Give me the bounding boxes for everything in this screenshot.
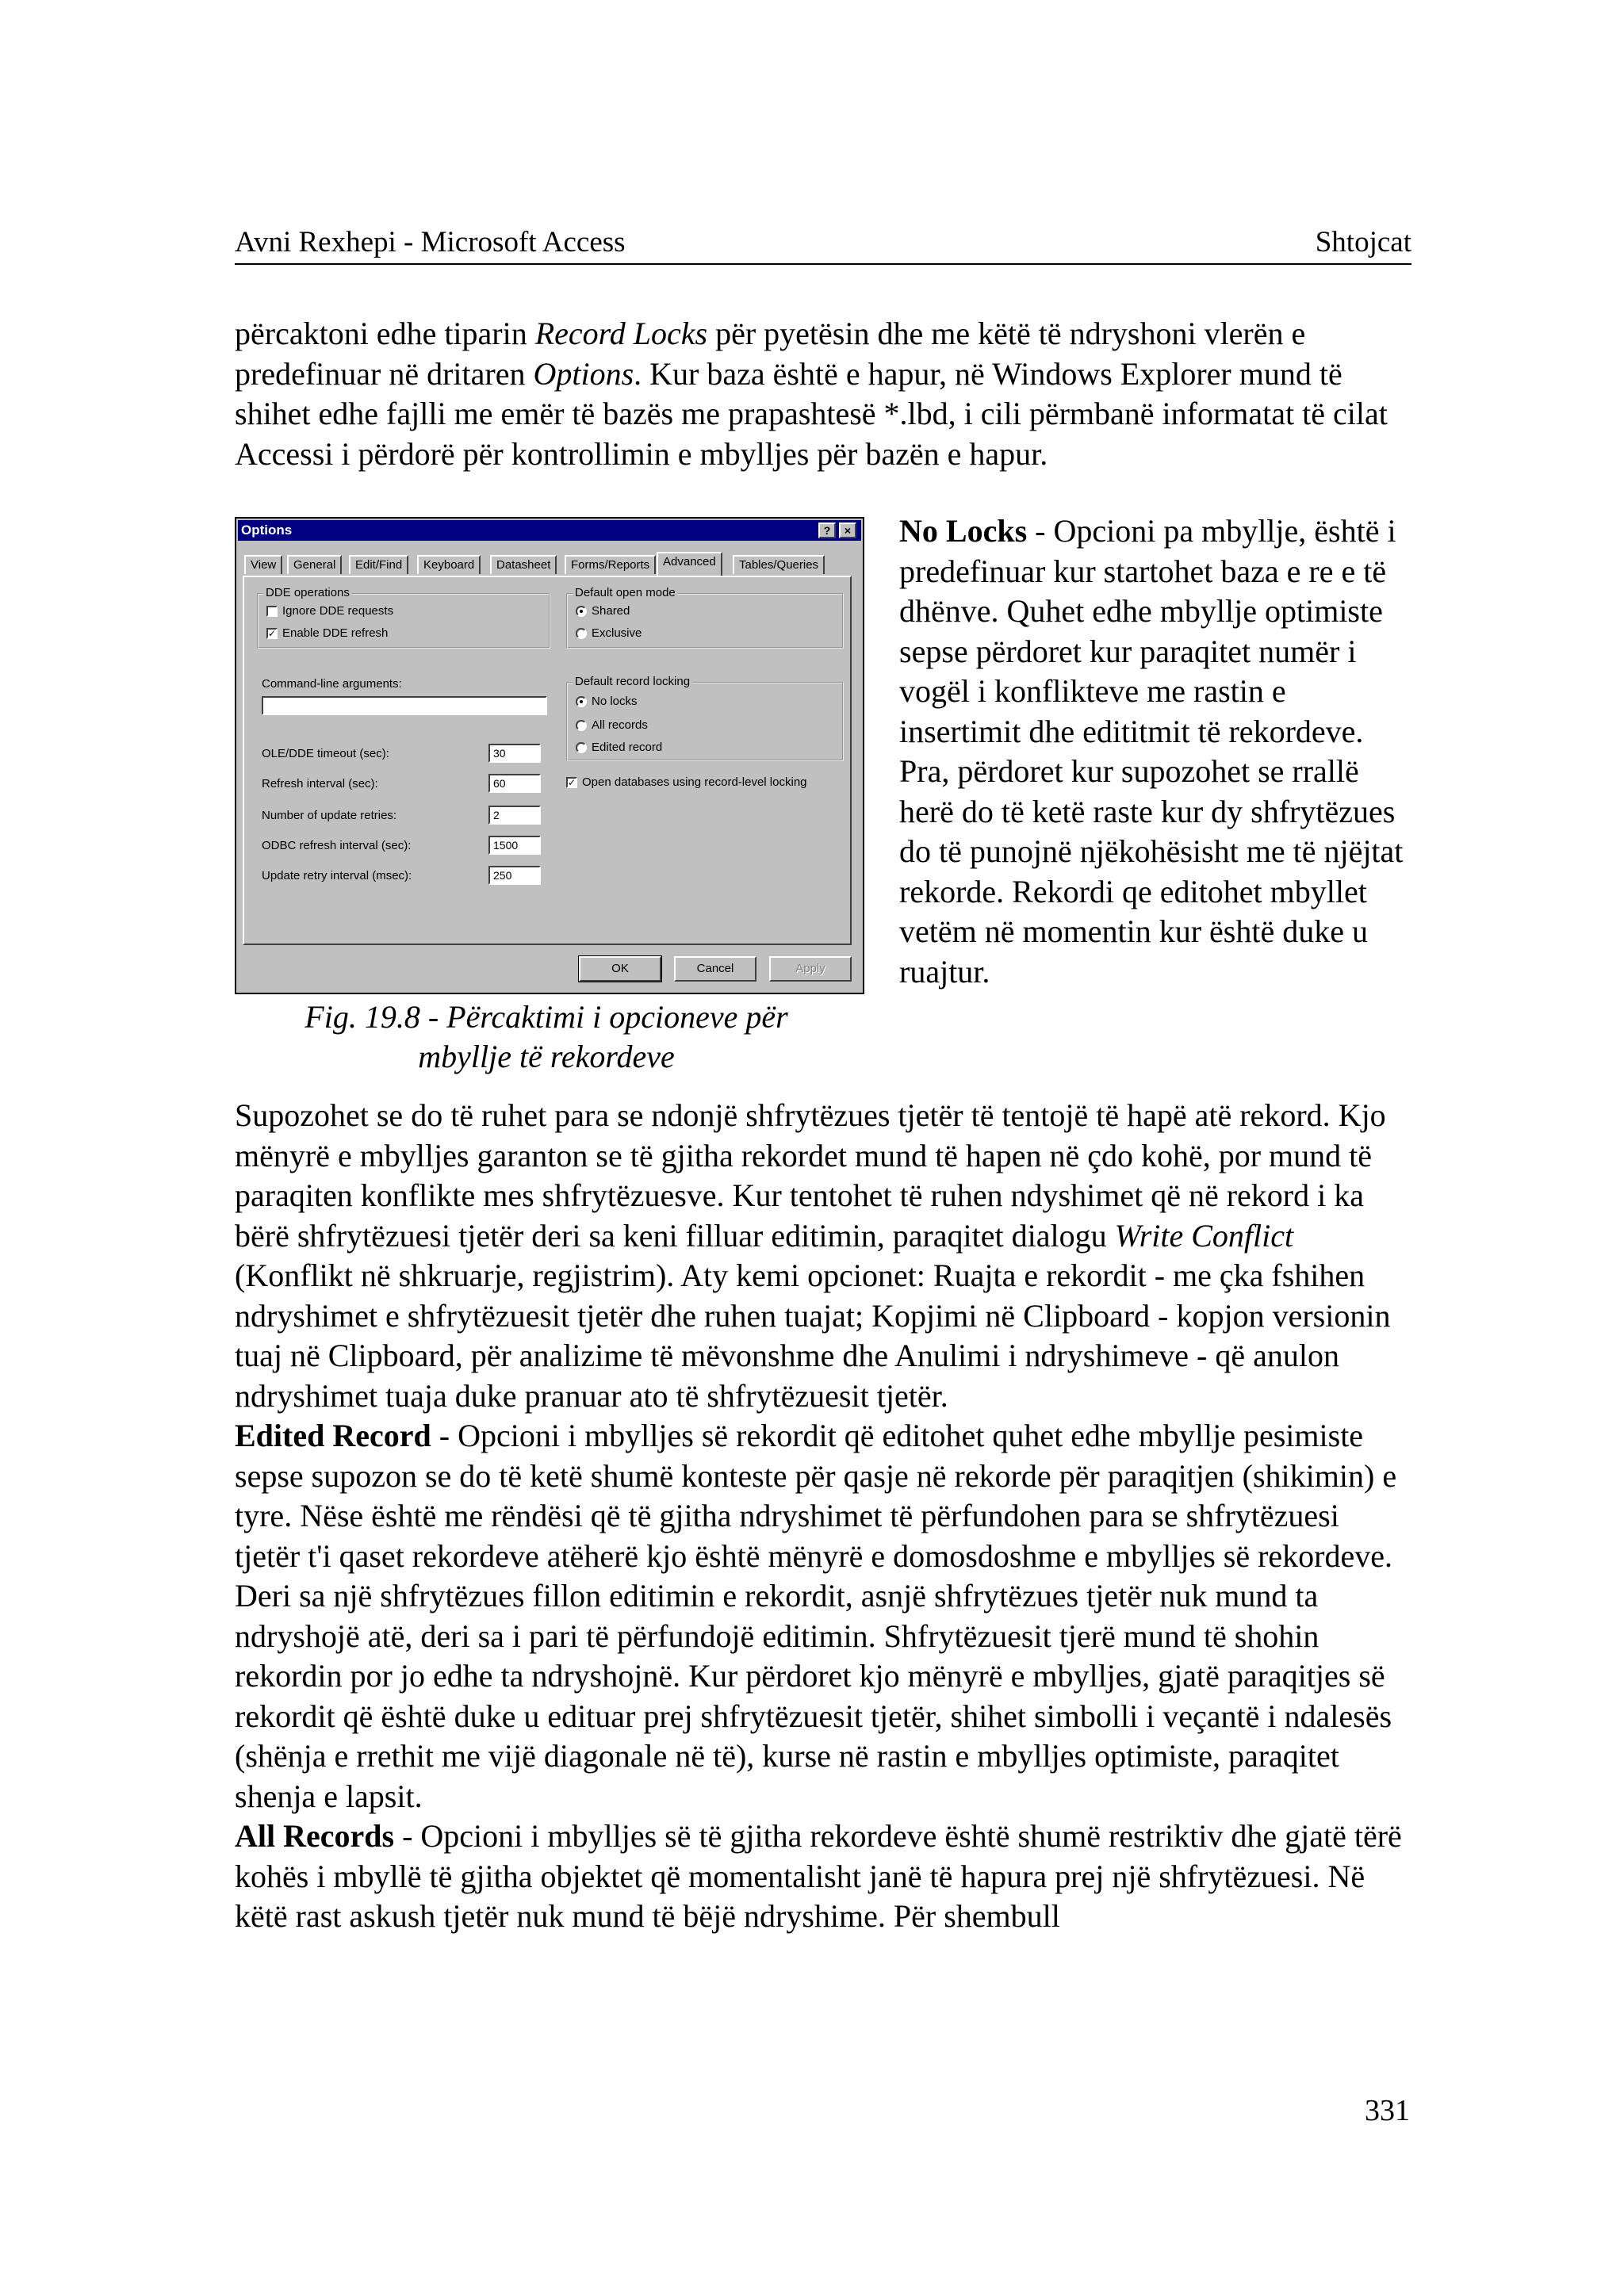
tab-keyboard[interactable]: Keyboard: [417, 555, 481, 574]
tab-datasheet[interactable]: Datasheet: [490, 555, 557, 574]
update-retries-input[interactable]: 2: [488, 806, 541, 825]
no-locks-radio[interactable]: [576, 695, 638, 708]
ignore-dde-label: Ignore DDE requests: [282, 604, 394, 618]
record-level-locking-checkbox[interactable]: [566, 775, 807, 789]
close-button[interactable]: ×: [839, 523, 856, 538]
intro-text-2: për pyetësin dhe me këtë të ndryshoni vlerën e predefinuar në dritaren: [235, 316, 1306, 392]
caption-line-2: mbyllje të rekordeve: [418, 1039, 675, 1074]
body-text: [235, 1096, 1411, 1937]
dde-operations-group: [257, 586, 550, 649]
exclusive-label: Exclusive: [592, 626, 642, 640]
odbc-refresh-label: ODBC refresh interval (sec):: [262, 839, 412, 852]
enable-dde-refresh-box[interactable]: ✓: [268, 627, 277, 639]
tab-advanced[interactable]: Advanced: [657, 552, 722, 576]
update-retry-interval-input[interactable]: 250: [488, 866, 541, 885]
intro-italic-options: Options: [533, 355, 634, 392]
shared-label: Shared: [592, 604, 630, 618]
refresh-interval-input[interactable]: 60: [488, 774, 541, 793]
default-record-locking-legend: Default record locking: [573, 675, 692, 688]
command-line-input[interactable]: [262, 696, 547, 715]
record-level-locking-box[interactable]: ✓: [568, 776, 576, 788]
ignore-dde-checkbox[interactable]: [266, 604, 393, 618]
intro-text-3: . Kur baza është e hapur, në Windows Explorer mund të shihet edhe fajlli me emër të bazës me prapashtesë *.lbd, i cili përmbanë informatat të cilat Accessi i përdorë për kontrollimin e mbylljes për bazën e hapur.: [235, 355, 1388, 472]
default-open-mode-group: [566, 586, 844, 649]
all-records-radio-dot[interactable]: [576, 720, 587, 731]
caption-line-1: Fig. 19.8 - Përcaktimi i opcioneve për: [304, 999, 788, 1035]
body1-italic-write-conflict: Write Conflict: [1114, 1217, 1294, 1254]
command-line-label: Command-line arguments:: [262, 677, 402, 691]
options-dialog: [235, 517, 864, 994]
all-records-paragraph: [235, 1816, 1411, 1937]
intro-paragraph: [235, 314, 1411, 474]
header-section: Shtojcat: [1315, 226, 1411, 258]
edited-record-radio-dot[interactable]: [576, 742, 587, 753]
enable-dde-refresh-checkbox[interactable]: [266, 626, 388, 640]
exclusive-radio-dot[interactable]: [576, 628, 587, 639]
shared-radio[interactable]: [576, 604, 630, 618]
page-header: [235, 220, 1411, 265]
all-records-text: - Opcioni i mbylljes së të gjitha rekordeve është shumë restriktiv dhe gjatë tërë kohës i mbyllë të gjitha objektet që momentalisht janë të hapura prej një shfrytëzuesi. Në këtë rast askush tjetër nuk mund të bëjë ndryshime. Për shembull: [235, 1818, 1402, 1934]
edited-record-paragraph: [235, 1416, 1411, 1816]
no-locks-term: No Locks: [899, 513, 1028, 549]
no-locks-text: - Opcioni pa mbyllje, është i predefinuar kur startohet baza e re e të dhënve. Quhet edhe mbyllje optimiste sepse përdoret kur paraqitet numër i vogël i konflikteve me rastin e insertimit dhe edititmit të rekordeve. Pra, përdoret kur supozohet se rrallë herë do të ketë raste kur dy shfrytëzues do të punojnë njëkohësisht me të njëjtat rekorde. Rekordi qe editohet mbyllet vetëm në momentin kur është duke u ruajtur.: [899, 513, 1404, 990]
all-records-label: All records: [592, 718, 648, 732]
tab-forms-reports[interactable]: Forms/Reports: [565, 555, 656, 574]
page-number: 331: [1365, 2094, 1410, 2127]
update-retry-interval-label: Update retry interval (msec):: [262, 869, 412, 882]
body1-text-1: Supozohet se do të ruhet para se ndonjë shfrytëzues tjetër të tentojë të hapë atë rekord. Kjo mënyrë e mbylljes garanton se të gjitha rekordet mund të hapen në çdo kohë, por mund të paraqiten konflikte mes shfrytëzuesve. Kur tentohet të ruhen ndyshimet që në rekord i ka bërë shfrytëzuesi tjetër deri sa keni filluar editimin, paraqitet dialogu: [235, 1097, 1386, 1254]
body1-text-2: (Konflikt në shkruarje, regjistrim). Aty kemi opcionet: Ruajta e rekordit - me çka fshihen ndryshimet e shfrytëzuesit tjetër dhe ruhen tuajat; Kopjimi në Clipboard - kopjon versionin tuaj në Clipboard, për analizime të mëvonshme dhe Anulimi i ndryshimeve - që anulon ndryshimet tuaja duke pranuar ato të shfrytëzuesit tjetër.: [235, 1258, 1391, 1414]
no-locks-paragraph: [899, 511, 1411, 992]
write-conflict-paragraph: [235, 1096, 1411, 1416]
ole-dde-timeout-input[interactable]: 30: [488, 744, 541, 763]
figure-caption: [235, 997, 858, 1077]
dde-operations-legend: DDE operations: [263, 586, 352, 599]
intro-text-1: përcaktoni edhe tiparin: [235, 316, 535, 351]
tab-edit-find[interactable]: Edit/Find: [349, 555, 408, 574]
intro-italic-record-locks: Record Locks: [534, 316, 708, 351]
tab-view[interactable]: View: [244, 555, 282, 574]
all-records-radio[interactable]: [576, 718, 648, 732]
all-records-term: All Records: [235, 1818, 395, 1854]
exclusive-radio[interactable]: [576, 626, 642, 640]
edited-record-text: - Opcioni i mbylljes së rekordit që editohet quhet edhe mbyllje pesimiste sepse supozon se do të ketë shumë konteste për qasje në rekorde për paraqitjen (shikimin) e tyre. Nëse është me rëndësi që të gjitha ndryshimet të përfundohen para se shfrytëzuesi tjetër t'i qaset rekordeve atëherë kjo është mënyrë e domosdoshme e mbylljes së rekordeve. Deri sa një shfrytëzues fillon editimin e rekordit, asnjë shfrytëzues tjetër nuk mund ta ndryshojë atë, deri sa i pari të përfundojë editimin. Shfrytëzuesit tjerë mund të shohin rekordin por jo edhe ta ndryshojnë. Kur përdoret kjo mënyrë e mbylljes, gjatë paraqitjes së rekordit që është duke u edituar prej shfrytëzuesit tjetër, shihet simbolli i veçantë i ndalesës (shënja e rrethit me vijë diagonale në të), kurse në rastin e mbylljes optimiste, paraqitet shenja e lapsit.: [235, 1418, 1397, 1814]
edited-record-radio[interactable]: [576, 741, 662, 754]
shared-radio-dot[interactable]: [576, 606, 587, 617]
enable-dde-refresh-label: Enable DDE refresh: [282, 626, 389, 640]
odbc-refresh-input[interactable]: 1500: [488, 836, 541, 855]
cancel-button[interactable]: Cancel: [674, 956, 756, 982]
dialog-titlebar: [238, 520, 861, 541]
refresh-interval-label: Refresh interval (sec):: [262, 777, 378, 790]
record-level-locking-label: Open databases using record-level locking: [582, 775, 807, 789]
no-locks-label: No locks: [592, 695, 638, 708]
ole-dde-timeout-label: OLE/DDE timeout (sec):: [262, 747, 389, 760]
header-author-title: Avni Rexhepi - Microsoft Access: [235, 226, 626, 258]
tab-general[interactable]: General: [287, 555, 342, 574]
ok-button[interactable]: OK: [579, 956, 661, 982]
default-open-mode-legend: Default open mode: [573, 586, 678, 599]
apply-button[interactable]: Apply: [769, 956, 852, 982]
advanced-panel: [243, 576, 852, 945]
ignore-dde-box[interactable]: [266, 606, 278, 617]
default-record-locking-group: [566, 675, 844, 761]
edited-record-term: Edited Record: [235, 1418, 431, 1453]
edited-record-label: Edited record: [592, 741, 663, 754]
tab-tables-queries[interactable]: Tables/Queries: [733, 555, 825, 574]
update-retries-label: Number of update retries:: [262, 809, 397, 822]
help-button[interactable]: ?: [818, 523, 836, 538]
no-locks-radio-dot[interactable]: [576, 696, 587, 707]
dialog-title: Options: [241, 523, 293, 538]
